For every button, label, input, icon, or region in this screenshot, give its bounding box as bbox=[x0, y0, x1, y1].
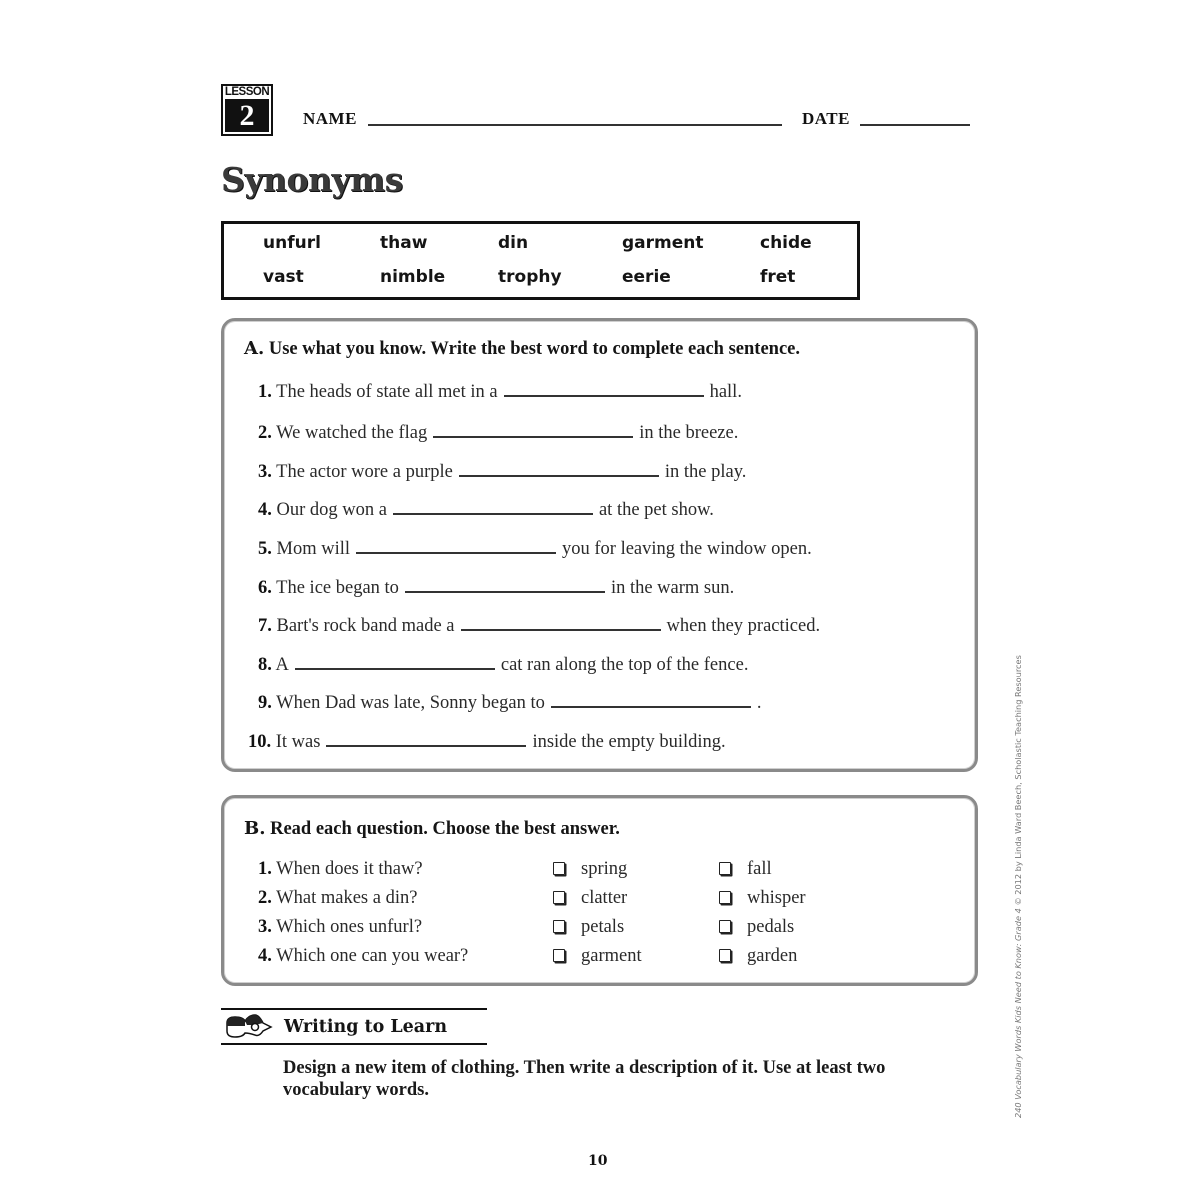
answer-blank[interactable] bbox=[459, 474, 659, 477]
word-bank-item: chide bbox=[760, 233, 812, 253]
writing-to-learn-title: Writing to Learn bbox=[284, 1017, 448, 1037]
question-text: When does it thaw? bbox=[276, 859, 423, 879]
word-bank-item: vast bbox=[263, 267, 304, 287]
pen-nib-icon bbox=[225, 1013, 273, 1041]
divider bbox=[221, 1008, 487, 1010]
sentence-after: at the pet show. bbox=[598, 500, 714, 520]
choice-option[interactable] bbox=[719, 859, 772, 880]
sentence-before: The ice began to bbox=[276, 578, 399, 598]
checkbox-icon[interactable] bbox=[719, 891, 731, 904]
answer-blank[interactable] bbox=[504, 394, 704, 397]
answer-blank[interactable] bbox=[461, 628, 661, 631]
lesson-badge bbox=[221, 84, 273, 136]
date-field[interactable] bbox=[860, 124, 970, 126]
question-text: What makes a din? bbox=[276, 888, 418, 908]
word-bank-item: unfurl bbox=[263, 233, 321, 253]
book-title: 240 Vocabulary Words Kids Need to Know: Grade 4 bbox=[1013, 908, 1023, 1118]
item-number: 5. bbox=[258, 539, 272, 559]
item-number: 3. bbox=[258, 462, 272, 482]
question-item bbox=[258, 917, 422, 938]
choice-option[interactable] bbox=[719, 888, 806, 909]
question-text: Which ones unfurl? bbox=[276, 917, 423, 937]
sentence-before: A bbox=[275, 655, 289, 675]
sentence-before: The actor wore a purple bbox=[276, 462, 453, 482]
checkbox-icon[interactable] bbox=[553, 862, 565, 875]
question-item bbox=[258, 946, 468, 967]
word-bank-item: trophy bbox=[498, 267, 562, 287]
sentence-item bbox=[258, 655, 748, 676]
sentence-item bbox=[248, 732, 726, 753]
choice-label: garment bbox=[581, 946, 642, 966]
sentence-item bbox=[258, 423, 738, 444]
item-number: 3. bbox=[258, 917, 272, 937]
answer-blank[interactable] bbox=[551, 705, 751, 708]
checkbox-icon[interactable] bbox=[719, 862, 731, 875]
sentence-after: inside the empty building. bbox=[532, 732, 726, 752]
word-bank-item: thaw bbox=[380, 233, 428, 253]
section-b-heading bbox=[244, 818, 620, 840]
choice-option[interactable] bbox=[553, 888, 627, 909]
divider bbox=[221, 1043, 487, 1045]
choice-label: fall bbox=[747, 859, 772, 879]
page-title: Synonyms bbox=[221, 160, 403, 199]
choice-label: spring bbox=[581, 859, 628, 879]
sentence-after: cat ran along the top of the fence. bbox=[500, 655, 749, 675]
lesson-number: 2 bbox=[225, 99, 269, 132]
item-number: 1. bbox=[258, 382, 272, 402]
sentence-before: The heads of state all met in a bbox=[276, 382, 498, 402]
sentence-item bbox=[258, 539, 812, 560]
word-bank-item: eerie bbox=[622, 267, 671, 287]
sentence-after: you for leaving the window open. bbox=[562, 539, 812, 559]
item-number: 4. bbox=[258, 946, 272, 966]
sentence-after: when they practiced. bbox=[666, 616, 821, 636]
item-number: 1. bbox=[258, 859, 272, 879]
choice-label: petals bbox=[581, 917, 625, 937]
question-item bbox=[258, 859, 423, 880]
section-a-instructions: Use what you know. Write the best word to complete each sentence. bbox=[268, 339, 800, 359]
checkbox-icon[interactable] bbox=[719, 949, 731, 962]
sentence-before: It was bbox=[275, 732, 321, 752]
sentence-after: in the warm sun. bbox=[610, 578, 735, 598]
sentence-item bbox=[258, 462, 746, 483]
answer-blank[interactable] bbox=[433, 435, 633, 438]
item-number: 4. bbox=[258, 500, 272, 520]
checkbox-icon[interactable] bbox=[719, 920, 731, 933]
choice-option[interactable] bbox=[719, 917, 794, 938]
sentence-before: When Dad was late, Sonny began to bbox=[276, 693, 545, 713]
question-item bbox=[258, 888, 417, 909]
word-bank-item: garment bbox=[622, 233, 704, 253]
answer-blank[interactable] bbox=[326, 744, 526, 747]
sentence-after: in the breeze. bbox=[639, 423, 739, 443]
checkbox-icon[interactable] bbox=[553, 949, 565, 962]
choice-label: clatter bbox=[581, 888, 628, 908]
item-number: 7. bbox=[258, 616, 272, 636]
sentence-item bbox=[258, 616, 820, 637]
name-label: NAME bbox=[303, 109, 357, 128]
sentence-after: hall. bbox=[709, 382, 742, 402]
name-field[interactable] bbox=[368, 124, 782, 126]
choice-label: whisper bbox=[747, 888, 806, 908]
item-number: 8. bbox=[258, 655, 272, 675]
sentence-before: Mom will bbox=[276, 539, 350, 559]
writing-prompt: Design a new item of clothing. Then write a description of it. Use at least two vocabulary words. bbox=[283, 1058, 886, 1100]
choice-option[interactable] bbox=[553, 917, 624, 938]
sentence-after: in the play. bbox=[664, 462, 747, 482]
sentence-item bbox=[258, 693, 762, 714]
item-number: 2. bbox=[258, 423, 272, 443]
checkbox-icon[interactable] bbox=[553, 920, 565, 933]
choice-option[interactable] bbox=[553, 859, 627, 880]
choice-option[interactable] bbox=[553, 946, 642, 967]
section-b-instructions: Read each question. Choose the best answer. bbox=[270, 819, 620, 839]
copyright: © 2012 by Linda Ward Beech, Scholastic Teaching Resources bbox=[1013, 655, 1023, 906]
section-a-letter: A. bbox=[244, 338, 265, 359]
word-bank-item: din bbox=[498, 233, 529, 253]
answer-blank[interactable] bbox=[356, 551, 556, 554]
word-bank-item: fret bbox=[760, 267, 796, 287]
item-number: 10. bbox=[248, 732, 272, 752]
sentence-before: Bart's rock band made a bbox=[276, 616, 455, 636]
choice-label: pedals bbox=[747, 917, 795, 937]
side-credit bbox=[1013, 655, 1023, 1118]
sentence-item bbox=[258, 500, 714, 521]
item-number: 6. bbox=[258, 578, 272, 598]
section-a-heading bbox=[244, 338, 800, 360]
section-b-letter: B. bbox=[244, 818, 266, 839]
item-number: 9. bbox=[258, 693, 272, 713]
item-number: 2. bbox=[258, 888, 272, 908]
answer-blank[interactable] bbox=[295, 667, 495, 670]
sentence-after: . bbox=[756, 693, 762, 713]
checkbox-icon[interactable] bbox=[553, 891, 565, 904]
sentence-item bbox=[258, 578, 734, 599]
sentence-before: We watched the flag bbox=[276, 423, 428, 443]
answer-blank[interactable] bbox=[405, 590, 605, 593]
sentence-item bbox=[258, 382, 742, 403]
sentence-before: Our dog won a bbox=[276, 500, 387, 520]
answer-blank[interactable] bbox=[393, 512, 593, 515]
choice-label: garden bbox=[747, 946, 798, 966]
lesson-label: LESSON bbox=[224, 86, 270, 98]
question-text: Which one can you wear? bbox=[276, 946, 469, 966]
date-label: DATE bbox=[802, 109, 850, 128]
word-bank-item: nimble bbox=[380, 267, 446, 287]
page-number: 10 bbox=[588, 1153, 608, 1169]
choice-option[interactable] bbox=[719, 946, 797, 967]
